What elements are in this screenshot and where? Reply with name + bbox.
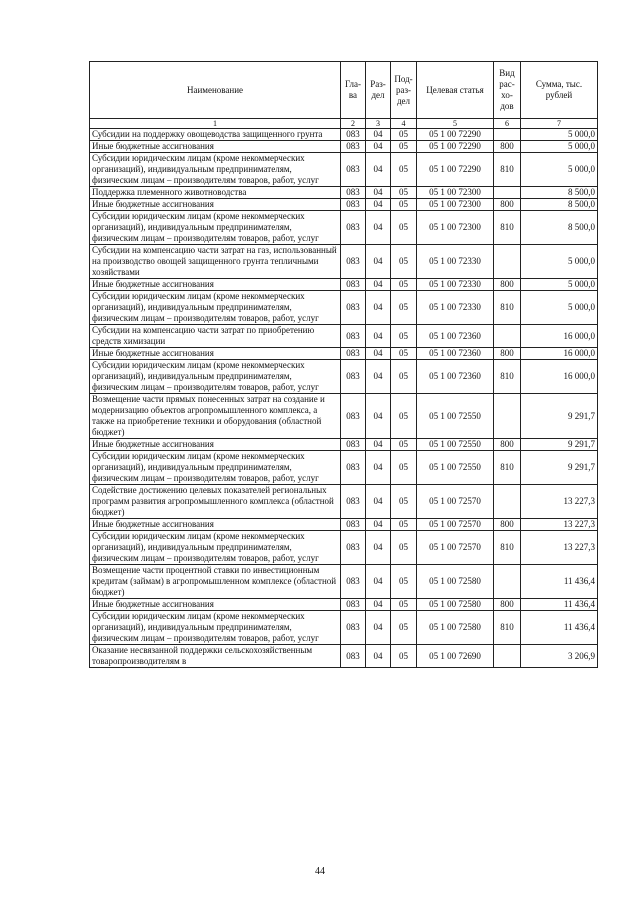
row-amount: 3 206,9 (521, 645, 598, 668)
row-expense-type: 800 (494, 599, 521, 611)
header-sum: Сумма, тыс. рублей (521, 62, 598, 119)
row-target-article: 05 1 00 72580 (417, 565, 494, 599)
row-expense-type: 810 (494, 360, 521, 394)
table-row (90, 199, 598, 211)
table-row (90, 141, 598, 153)
row-podrazdel: 05 (391, 485, 417, 519)
row-expense-type: 800 (494, 279, 521, 291)
row-amount: 5 000,0 (521, 153, 598, 187)
header-vid: Вид рас-хо-дов (494, 62, 521, 119)
row-name: Иные бюджетные ассигнования (90, 439, 341, 451)
row-expense-type: 810 (494, 153, 521, 187)
row-glava: 083 (341, 187, 366, 199)
row-razdel: 04 (366, 439, 391, 451)
row-podrazdel: 05 (391, 394, 417, 439)
row-razdel: 04 (366, 291, 391, 325)
table-row (90, 348, 598, 360)
row-amount: 11 436,4 (521, 599, 598, 611)
table-row (90, 565, 598, 599)
row-razdel: 04 (366, 129, 391, 141)
row-name: Иные бюджетные ассигнования (90, 348, 341, 360)
row-name: Поддержка племенного животноводства (90, 187, 341, 199)
row-podrazdel: 05 (391, 439, 417, 451)
page-number: 44 (315, 866, 325, 877)
row-expense-type (494, 129, 521, 141)
row-target-article: 05 1 00 72300 (417, 187, 494, 199)
row-amount: 8 500,0 (521, 211, 598, 245)
column-number: 3 (366, 119, 391, 129)
row-razdel: 04 (366, 141, 391, 153)
row-target-article: 05 1 00 72360 (417, 360, 494, 394)
row-glava: 083 (341, 325, 366, 348)
row-target-article: 05 1 00 72330 (417, 291, 494, 325)
row-name: Субсидии на компенсацию части затрат по приобретению средств химизации (90, 325, 341, 348)
row-target-article: 05 1 00 72550 (417, 439, 494, 451)
table-row (90, 279, 598, 291)
row-glava: 083 (341, 129, 366, 141)
row-podrazdel: 05 (391, 531, 417, 565)
row-glava: 083 (341, 565, 366, 599)
column-numbers-row (90, 119, 598, 129)
row-razdel: 04 (366, 153, 391, 187)
column-number: 2 (341, 119, 366, 129)
row-razdel: 04 (366, 245, 391, 279)
row-glava: 083 (341, 245, 366, 279)
table-row (90, 599, 598, 611)
row-razdel: 04 (366, 211, 391, 245)
row-expense-type (494, 645, 521, 668)
row-target-article: 05 1 00 72290 (417, 153, 494, 187)
row-amount: 9 291,7 (521, 439, 598, 451)
header-glava: Гла-ва (341, 62, 366, 119)
row-razdel: 04 (366, 394, 391, 439)
table-body (90, 129, 598, 668)
row-glava: 083 (341, 153, 366, 187)
row-expense-type: 810 (494, 291, 521, 325)
row-amount: 5 000,0 (521, 291, 598, 325)
table-row (90, 291, 598, 325)
row-amount: 9 291,7 (521, 451, 598, 485)
row-amount: 5 000,0 (521, 245, 598, 279)
row-amount: 13 227,3 (521, 531, 598, 565)
row-target-article: 05 1 00 72580 (417, 599, 494, 611)
row-razdel: 04 (366, 199, 391, 211)
header-row (90, 62, 598, 119)
row-glava: 083 (341, 439, 366, 451)
column-number: 1 (90, 119, 341, 129)
row-podrazdel: 05 (391, 187, 417, 199)
row-target-article: 05 1 00 72300 (417, 199, 494, 211)
row-amount: 9 291,7 (521, 394, 598, 439)
row-name: Субсидии на поддержку овощеводства защищенного грунта (90, 129, 341, 141)
table-row (90, 187, 598, 199)
row-glava: 083 (341, 279, 366, 291)
row-razdel: 04 (366, 565, 391, 599)
header-podrazdel: Под-раз-дел (391, 62, 417, 119)
row-glava: 083 (341, 645, 366, 668)
row-expense-type: 800 (494, 348, 521, 360)
row-podrazdel: 05 (391, 153, 417, 187)
row-name: Иные бюджетные ассигнования (90, 599, 341, 611)
row-target-article: 05 1 00 72580 (417, 611, 494, 645)
row-amount: 5 000,0 (521, 141, 598, 153)
row-target-article: 05 1 00 72360 (417, 325, 494, 348)
row-expense-type: 810 (494, 531, 521, 565)
row-target-article: 05 1 00 72570 (417, 485, 494, 519)
row-amount: 11 436,4 (521, 565, 598, 599)
row-razdel: 04 (366, 485, 391, 519)
row-podrazdel: 05 (391, 451, 417, 485)
row-podrazdel: 05 (391, 348, 417, 360)
row-razdel: 04 (366, 611, 391, 645)
row-name: Содействие достижению целевых показателей региональных программ развития агропромышленного комплекса (областной бюджет) (90, 485, 341, 519)
row-glava: 083 (341, 531, 366, 565)
row-glava: 083 (341, 519, 366, 531)
row-podrazdel: 05 (391, 245, 417, 279)
table-row (90, 360, 598, 394)
row-podrazdel: 05 (391, 611, 417, 645)
row-target-article: 05 1 00 72300 (417, 211, 494, 245)
row-target-article: 05 1 00 72330 (417, 245, 494, 279)
row-expense-type (494, 325, 521, 348)
row-podrazdel: 05 (391, 360, 417, 394)
row-expense-type: 810 (494, 451, 521, 485)
row-name: Субсидии юридическим лицам (кроме некоммерческих организаций), индивидуальным предпринимателям, физическим лицам – производителям товаров, работ, услуг (90, 360, 341, 394)
row-razdel: 04 (366, 348, 391, 360)
row-name: Иные бюджетные ассигнования (90, 141, 341, 153)
row-amount: 13 227,3 (521, 485, 598, 519)
row-expense-type (494, 394, 521, 439)
row-name: Субсидии юридическим лицам (кроме некоммерческих организаций), индивидуальным предпринимателям, физическим лицам – производителям товаров, работ, услуг (90, 153, 341, 187)
row-glava: 083 (341, 451, 366, 485)
row-target-article: 05 1 00 72290 (417, 129, 494, 141)
row-target-article: 05 1 00 72360 (417, 348, 494, 360)
row-podrazdel: 05 (391, 565, 417, 599)
table-row (90, 611, 598, 645)
row-razdel: 04 (366, 645, 391, 668)
row-name: Субсидии юридическим лицам (кроме некоммерческих организаций), индивидуальным предпринимателям, физическим лицам – производителям товаров, работ, услуг (90, 211, 341, 245)
row-target-article: 05 1 00 72330 (417, 279, 494, 291)
row-target-article: 05 1 00 72550 (417, 394, 494, 439)
row-target-article: 05 1 00 72290 (417, 141, 494, 153)
row-amount: 8 500,0 (521, 199, 598, 211)
row-podrazdel: 05 (391, 291, 417, 325)
row-podrazdel: 05 (391, 211, 417, 245)
table-row (90, 394, 598, 439)
table-row (90, 153, 598, 187)
row-expense-type: 800 (494, 519, 521, 531)
row-podrazdel: 05 (391, 645, 417, 668)
row-name: Возмещение части прямых понесенных затрат на создание и модернизацию объектов агропромышленного комплекса, а также на приобретение техники и оборудования (областной бюджет) (90, 394, 341, 439)
budget-table (89, 61, 598, 668)
row-expense-type: 800 (494, 141, 521, 153)
row-glava: 083 (341, 199, 366, 211)
table-row (90, 245, 598, 279)
row-podrazdel: 05 (391, 129, 417, 141)
row-amount: 5 000,0 (521, 279, 598, 291)
row-podrazdel: 05 (391, 325, 417, 348)
row-razdel: 04 (366, 519, 391, 531)
row-glava: 083 (341, 360, 366, 394)
row-podrazdel: 05 (391, 141, 417, 153)
row-glava: 083 (341, 599, 366, 611)
row-podrazdel: 05 (391, 279, 417, 291)
table-row (90, 129, 598, 141)
row-glava: 083 (341, 394, 366, 439)
table-row (90, 645, 598, 668)
row-expense-type: 800 (494, 439, 521, 451)
row-razdel: 04 (366, 279, 391, 291)
row-podrazdel: 05 (391, 199, 417, 211)
row-name: Иные бюджетные ассигнования (90, 199, 341, 211)
table-row (90, 211, 598, 245)
row-name: Субсидии юридическим лицам (кроме некоммерческих организаций), индивидуальным предпринимателям, физическим лицам – производителям товаров, работ, услуг (90, 531, 341, 565)
row-name: Иные бюджетные ассигнования (90, 519, 341, 531)
row-expense-type: 810 (494, 211, 521, 245)
row-expense-type: 800 (494, 199, 521, 211)
row-razdel: 04 (366, 187, 391, 199)
table-row (90, 325, 598, 348)
row-amount: 13 227,3 (521, 519, 598, 531)
row-razdel: 04 (366, 531, 391, 565)
table-row (90, 531, 598, 565)
row-podrazdel: 05 (391, 519, 417, 531)
row-glava: 083 (341, 141, 366, 153)
row-name: Возмещение части процентной ставки по инвестиционным кредитам (займам) в агропромышленном комплексе (областной бюджет) (90, 565, 341, 599)
row-target-article: 05 1 00 72570 (417, 519, 494, 531)
row-target-article: 05 1 00 72570 (417, 531, 494, 565)
row-expense-type (494, 485, 521, 519)
row-expense-type (494, 565, 521, 599)
row-razdel: 04 (366, 599, 391, 611)
row-expense-type: 810 (494, 611, 521, 645)
row-glava: 083 (341, 211, 366, 245)
row-amount: 8 500,0 (521, 187, 598, 199)
column-number: 7 (521, 119, 598, 129)
column-number: 6 (494, 119, 521, 129)
row-name: Иные бюджетные ассигнования (90, 279, 341, 291)
row-razdel: 04 (366, 325, 391, 348)
header-name: Наименование (90, 62, 341, 119)
row-amount: 16 000,0 (521, 325, 598, 348)
header-statya: Целевая статья (417, 62, 494, 119)
row-amount: 11 436,4 (521, 611, 598, 645)
row-target-article: 05 1 00 72690 (417, 645, 494, 668)
row-glava: 083 (341, 348, 366, 360)
row-glava: 083 (341, 291, 366, 325)
row-glava: 083 (341, 485, 366, 519)
row-razdel: 04 (366, 360, 391, 394)
row-name: Субсидии на компенсацию части затрат на газ, использованный на производство овощей защищенного грунта тепличными хозяйствами (90, 245, 341, 279)
row-name: Субсидии юридическим лицам (кроме некоммерческих организаций), индивидуальным предпринимателям, физическим лицам – производителям товаров, работ, услуг (90, 291, 341, 325)
row-target-article: 05 1 00 72550 (417, 451, 494, 485)
table-row (90, 451, 598, 485)
row-name: Субсидии юридическим лицам (кроме некоммерческих организаций), индивидуальным предпринимателям, физическим лицам – производителям товаров, работ, услуг (90, 451, 341, 485)
table-row (90, 485, 598, 519)
row-razdel: 04 (366, 451, 391, 485)
row-glava: 083 (341, 611, 366, 645)
row-podrazdel: 05 (391, 599, 417, 611)
row-name: Оказание несвязанной поддержки сельскохозяйственным товаропроизводителям в (90, 645, 341, 668)
row-amount: 16 000,0 (521, 348, 598, 360)
row-expense-type (494, 245, 521, 279)
row-amount: 5 000,0 (521, 129, 598, 141)
column-number: 5 (417, 119, 494, 129)
row-name: Субсидии юридическим лицам (кроме некоммерческих организаций), индивидуальным предпринимателям, физическим лицам – производителям товаров, работ, услуг (90, 611, 341, 645)
table-row (90, 519, 598, 531)
header-razdel: Раз-дел (366, 62, 391, 119)
column-number: 4 (391, 119, 417, 129)
row-expense-type (494, 187, 521, 199)
table-row (90, 439, 598, 451)
row-amount: 16 000,0 (521, 360, 598, 394)
